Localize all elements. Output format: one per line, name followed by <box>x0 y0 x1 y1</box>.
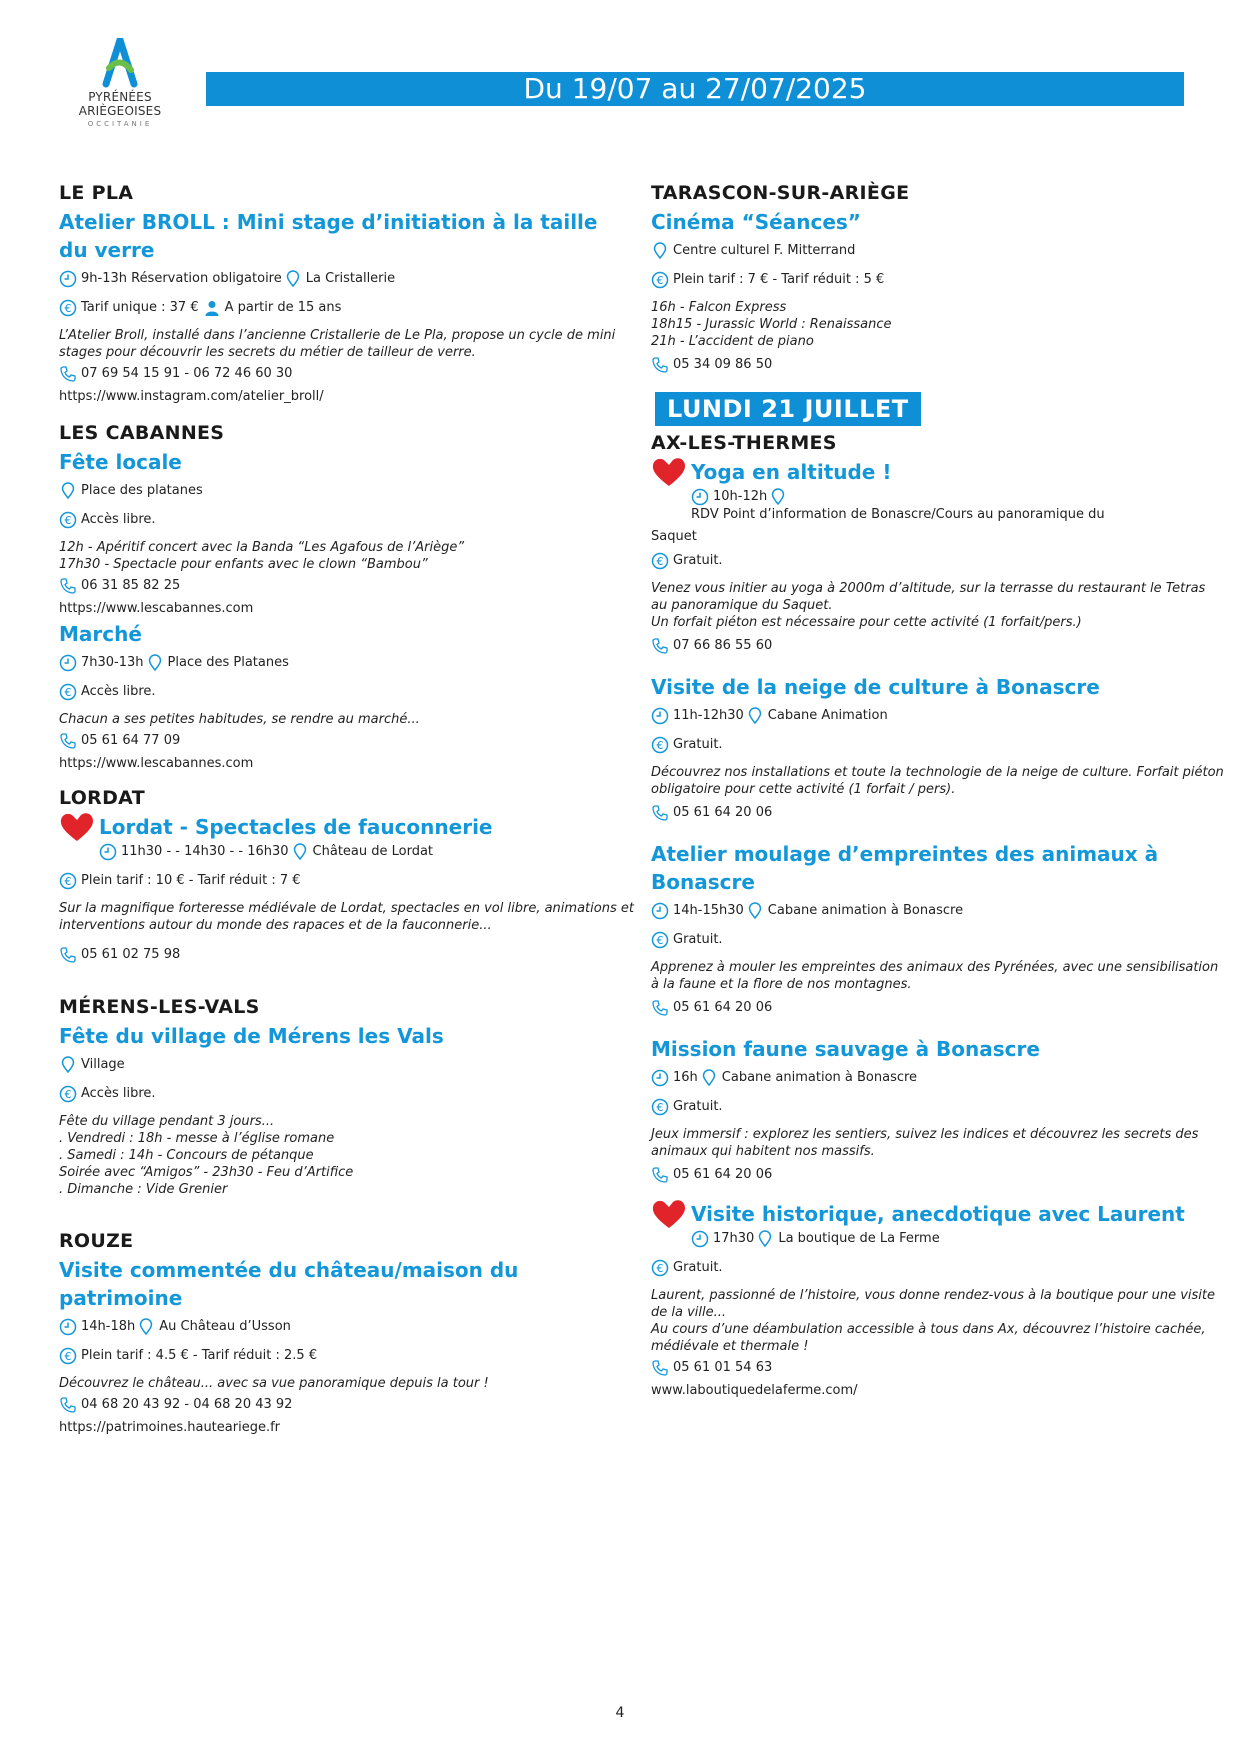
phone-icon <box>59 946 77 964</box>
clock-icon <box>99 843 117 861</box>
event-phone: 07 69 54 15 91 - 06 72 46 60 30 <box>81 366 293 381</box>
event-title: Yoga en altitude ! <box>691 460 892 484</box>
event-title: Lordat - Spectacles de fauconnerie <box>99 815 493 839</box>
event-place: Château de Lordat <box>312 844 434 859</box>
svg-text:€: € <box>656 934 664 947</box>
euro-icon <box>651 931 669 949</box>
location-pin-icon <box>59 482 77 500</box>
phone-icon <box>651 637 669 655</box>
event-price: Gratuit. <box>673 932 723 947</box>
euro-icon <box>651 736 669 754</box>
city-heading: LE PLA <box>59 182 134 204</box>
event-place: Place des platanes <box>81 483 203 498</box>
phone-icon <box>651 999 669 1017</box>
logo-line1: PYRÉNÉES <box>88 90 152 104</box>
event-title: Atelier BROLL : Mini stage d’initiation à la taille du verre <box>59 210 598 262</box>
event-laurent <box>651 1198 1215 1400</box>
clock-icon <box>651 1069 669 1087</box>
event-price: Gratuit. <box>673 1099 723 1114</box>
event-url[interactable]: https://www.instagram.com/atelier_broll/ <box>59 389 324 404</box>
euro-icon <box>59 683 77 701</box>
event-title: Visite de la neige de culture à Bonascre <box>651 675 1100 699</box>
event-price: Tarif unique : 37 € <box>81 300 199 315</box>
event-price: Plein tarif : 4.5 € - Tarif réduit : 2.5 € <box>81 1348 318 1363</box>
event-price: Accès libre. <box>81 512 156 527</box>
event-time: 14h-18h <box>81 1319 136 1334</box>
event-time: 11h30 - - 14h30 - - 16h30 <box>121 844 289 859</box>
event-phone: 06 31 85 82 25 <box>81 578 181 593</box>
event-place: La Cristallerie <box>305 271 396 286</box>
event-le-pla <box>59 180 616 406</box>
euro-icon <box>651 271 669 289</box>
event-description: Fête du village pendant 3 jours... . Vendredi : 18h - messe à l’église romane . Samedi : 14h - Concours de pétanque Soirée avec “Amigos” - 23h30 - Feu d’Artifice . Dimanche : Vide Grenier <box>59 1114 354 1197</box>
event-description: Sur la magnifique forteresse médiévale de Lordat, spectacles en vol libre, animations et interventions autour du monde des rapaces et de la fauconnerie... <box>59 901 634 933</box>
event-moulage <box>651 840 1219 1017</box>
event-phone: 05 61 02 75 98 <box>81 947 181 962</box>
event-url[interactable]: www.laboutiquedelaferme.com/ <box>651 1383 858 1398</box>
euro-icon <box>59 1085 77 1103</box>
svg-text:€: € <box>656 274 664 287</box>
event-title: Visite commentée du château/maison du patrimoine <box>59 1258 519 1310</box>
logo-line2: ARIÈGEOISES <box>78 104 162 118</box>
event-title: Mission faune sauvage à Bonascre <box>651 1037 1040 1061</box>
svg-text:€: € <box>64 514 72 527</box>
event-time: 14h-15h30 <box>673 903 744 918</box>
event-price: Gratuit. <box>673 553 723 568</box>
euro-icon <box>59 872 77 890</box>
clock-icon <box>691 1230 709 1248</box>
event-phone: 05 61 64 20 06 <box>673 805 773 820</box>
event-place: Au Château d’Usson <box>159 1319 291 1334</box>
svg-text:€: € <box>656 1101 664 1114</box>
event-time: 9h-13h Réservation obligatoire <box>81 271 282 286</box>
phone-icon <box>59 1396 77 1414</box>
event-title: Marché <box>59 622 142 646</box>
phone-icon <box>651 356 669 374</box>
event-place: Cabane animation à Bonascre <box>767 903 964 918</box>
event-description: Apprenez à mouler les empreintes des animaux des Pyrénées, avec une sensibilisation à la faune et la flore de nos montagnes. <box>651 960 1219 992</box>
person-icon <box>203 299 221 317</box>
event-place-continued: Saquet <box>651 529 697 544</box>
event-description: 12h - Apéritif concert avec la Banda “Les Agafous de l’Ariège” 17h30 - Spectacle pour enfants avec le clown “Bambou” <box>59 540 465 572</box>
event-yoga <box>651 456 1206 655</box>
event-title: Cinéma “Séances” <box>651 210 861 234</box>
event-description: Découvrez le château... avec sa vue panoramique depuis la tour ! <box>59 1376 489 1391</box>
event-time: 7h30-13h <box>81 655 144 670</box>
location-pin-icon <box>769 488 787 506</box>
event-price: Accès libre. <box>81 684 156 699</box>
city-heading: MÉRENS-LES-VALS <box>59 996 260 1018</box>
day-heading: LUNDI 21 JUILLET <box>655 392 921 426</box>
event-description: Découvrez nos installations et toute la technologie de la neige de culture. Forfait piéton obligatoire pour cette activité (1 forfait / pers). <box>651 765 1224 797</box>
phone-icon <box>651 1166 669 1184</box>
svg-text:€: € <box>64 1350 72 1363</box>
location-pin-icon <box>291 843 309 861</box>
svg-text:€: € <box>64 1088 72 1101</box>
event-price: Plein tarif : 7 € - Tarif réduit : 5 € <box>673 272 885 287</box>
event-place: La boutique de La Ferme <box>778 1231 940 1246</box>
euro-icon <box>59 511 77 529</box>
event-place: Place des Platanes <box>167 655 289 670</box>
phone-icon <box>59 577 77 595</box>
event-phone: 05 61 64 20 06 <box>673 1167 773 1182</box>
city-heading: LORDAT <box>59 787 145 809</box>
event-title: Atelier moulage d’empreintes des animaux à Bonascre <box>651 842 1159 894</box>
event-phone: 04 68 20 43 92 - 04 68 20 43 92 <box>81 1397 293 1412</box>
event-phone: 07 66 86 55 60 <box>673 638 773 653</box>
event-place: Village <box>81 1057 125 1072</box>
left-column <box>59 180 634 1437</box>
event-time: 17h30 <box>713 1231 755 1246</box>
city-heading: TARASCON-SUR-ARIÈGE <box>651 182 910 204</box>
event-time: 11h-12h30 <box>673 708 744 723</box>
event-url[interactable]: https://www.lescabannes.com <box>59 756 254 771</box>
event-price: Gratuit. <box>673 737 723 752</box>
city-heading: AX-LES-THERMES <box>651 432 837 454</box>
event-rouze <box>59 1228 599 1437</box>
svg-text:€: € <box>64 302 72 315</box>
svg-text:€: € <box>656 1262 664 1275</box>
location-pin-icon <box>756 1230 774 1248</box>
phone-icon <box>59 732 77 750</box>
location-pin-icon <box>700 1069 718 1087</box>
location-pin-icon <box>284 270 302 288</box>
city-heading: ROUZE <box>59 1230 134 1252</box>
event-url[interactable]: https://www.lescabannes.com <box>59 601 254 616</box>
phone-icon <box>651 804 669 822</box>
location-pin-icon <box>146 654 164 672</box>
location-pin-icon <box>651 242 669 260</box>
clock-icon <box>59 1318 77 1336</box>
svg-text:€: € <box>656 555 664 568</box>
svg-text:€: € <box>656 739 664 752</box>
event-cabannes <box>59 420 599 618</box>
page-number: 4 <box>615 1705 625 1721</box>
location-pin-icon <box>137 1318 155 1336</box>
event-description: Jeux immersif : explorez les sentiers, suivez les indices et découvrez les secrets des animaux qui habitent nos massifs. <box>651 1127 1199 1159</box>
location-pin-icon <box>746 707 764 725</box>
event-faune <box>651 1035 1199 1184</box>
event-marche <box>59 620 599 773</box>
event-description: Venez vous initier au yoga à 2000m d’altitude, sur la terrasse du restaurant le Tetras au panoramique du Saquet. Un forfait piéton est nécessaire pour cette activité (1 forfait/pers.) <box>651 581 1206 630</box>
event-description: L’Atelier Broll, installé dans l’ancienne Cristallerie de Le Pla, propose un cycle de mini stages pour découvrir les secrets du métier de tailleur de verre. <box>59 328 616 360</box>
event-phone: 05 34 09 86 50 <box>673 357 773 372</box>
heart-icon <box>651 1198 687 1230</box>
event-time: 16h <box>673 1070 698 1085</box>
event-description: 16h - Falcon Express 18h15 - Jurassic World : Renaissance 21h - L’accident de piano <box>651 300 892 349</box>
event-price: Gratuit. <box>673 1260 723 1275</box>
event-age: A partir de 15 ans <box>224 300 342 315</box>
event-url[interactable]: https://patrimoines.hauteariege.fr <box>59 1420 281 1435</box>
date-banner: Du 19/07 au 27/07/2025 <box>206 72 1184 106</box>
event-place: Cabane animation à Bonascre <box>721 1070 918 1085</box>
event-lordat <box>59 785 634 964</box>
event-place: Centre culturel F. Mitterrand <box>673 243 856 258</box>
event-place: Cabane Animation <box>767 708 888 723</box>
right-column <box>651 180 1224 1400</box>
event-title: Fête du village de Mérens les Vals <box>59 1024 444 1048</box>
logo <box>70 38 170 130</box>
event-title: Visite historique, anecdotique avec Laurent <box>691 1202 1185 1226</box>
location-pin-icon <box>746 902 764 920</box>
svg-text:€: € <box>64 875 72 888</box>
euro-icon <box>59 299 77 317</box>
city-heading: LES CABANNES <box>59 422 225 444</box>
clock-icon <box>651 707 669 725</box>
euro-icon <box>651 552 669 570</box>
euro-icon <box>59 1347 77 1365</box>
clock-icon <box>691 488 709 506</box>
event-place: RDV Point d’information de Bonascre/Cours au panoramique du <box>691 507 1105 522</box>
euro-icon <box>651 1259 669 1277</box>
event-tarascon <box>651 180 1191 374</box>
clock-icon <box>59 270 77 288</box>
event-price: Accès libre. <box>81 1086 156 1101</box>
heart-icon <box>651 456 687 488</box>
event-description: Laurent, passionné de l’histoire, vous donne rendez-vous à la boutique pour une visite de la ville... Au cours d’une déambulation accessible à tous dans Ax, découvrez l’histoire cachée, médiévale et thermale ! <box>651 1288 1215 1354</box>
phone-icon <box>59 365 77 383</box>
event-phone: 05 61 64 20 06 <box>673 1000 773 1015</box>
heart-icon <box>59 811 95 843</box>
event-price: Plein tarif : 10 € - Tarif réduit : 7 € <box>81 873 301 888</box>
clock-icon <box>651 902 669 920</box>
event-title: Fête locale <box>59 450 182 474</box>
event-time: 10h-12h <box>713 489 768 504</box>
event-neige <box>651 673 1224 822</box>
clock-icon <box>59 654 77 672</box>
event-phone: 05 61 64 77 09 <box>81 733 181 748</box>
logo-line3: OCCITANIE <box>87 120 153 128</box>
euro-icon <box>651 1098 669 1116</box>
event-phone: 05 61 01 54 63 <box>673 1360 773 1375</box>
location-pin-icon <box>59 1056 77 1074</box>
phone-icon <box>651 1359 669 1377</box>
event-description: Chacun a ses petites habitudes, se rendre au marché... <box>59 712 420 727</box>
logo-mark-icon <box>100 38 140 90</box>
svg-text:€: € <box>64 686 72 699</box>
event-merens <box>59 994 599 1198</box>
